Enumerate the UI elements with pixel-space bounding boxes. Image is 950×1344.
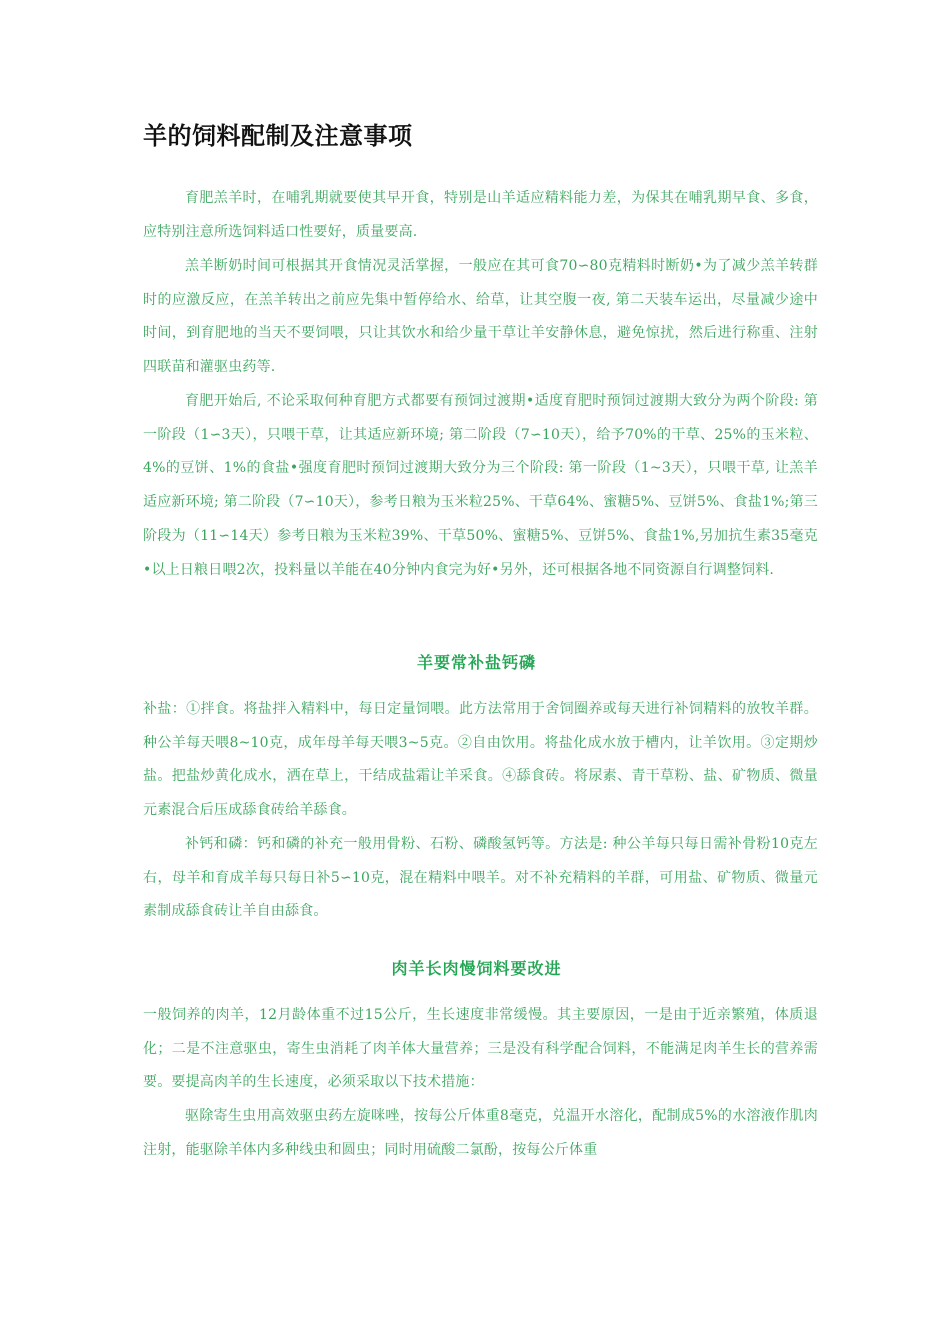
intro-paragraph-2: 羔羊断奶时间可根据其开食情况灵活掌握，一般应在其可食70∽80克精料时断奶•为了减少羔羊转群时的应激反应，在羔羊转出之前应先集中暂停给水、给草，让其空腹一夜, 第二天装车运出，尽量减少途中时间，到育肥地的当天不要饲喂，只让其饮水和给少量干草让羊安静休息，避免惊扰，然后进行称重、注射四联苗和灌驱虫药等. bbox=[143, 258, 818, 376]
section2-paragraph-2: 驱除寄生虫用高效驱虫药左旋咪唑，按每公斤体重8毫克，兑温开水溶化，配制成5%的水溶液作肌肉注射，能驱除羊体内多种线虫和圆虫；同时用硫酸二氯酚，按每公斤体重 bbox=[143, 1108, 818, 1158]
section2-paragraph-1: 一般饲养的肉羊，12月龄体重不过15公斤，生长速度非常缓慢。其主要原因，一是由于近亲繁殖，体质退化；二是不注意驱虫，寄生虫消耗了肉羊体大量营养；三是没有科学配合饲料，不能满足肉羊生长的营养需要。要提高肉羊的生长速度，必须采取以下技术措施： bbox=[143, 1007, 818, 1091]
section-heading-salt-calcium: 羊要常补盐钙磷 bbox=[416, 653, 536, 672]
intro-paragraph-3: 育肥开始后, 不论采取何种育肥方式都要有预饲过渡期•适度育肥时预饲过渡期大致分为两个阶段: 第一阶段（1∽3天），只喂干草，让其适应新环境; 第二阶段（7∽10天），给予70%的干草、25%的玉米粒、4%的豆饼、1%的食盐•强度育肥时预饲过渡期大致分为三个阶段: 第一阶段（1~3天），只喂干草, 让羔羊适应新环境; 第二阶段（7∽10天），参考日粮为玉米粒25%、干草64%、蜜糖5%、豆饼5%、食盐1%;第三阶段为（11∽14天）参考日粮为玉米粒39%、干草50%、蜜糖5%、豆饼5%、食盐1%,另加抗生素35毫克•以上日粮日喂2次，投料量以羊能在40分钟内食完为好•另外，还可根据各地不同资源自行调整饲料. bbox=[143, 393, 818, 578]
page-title: 羊的饲料配制及注意事项 bbox=[143, 122, 413, 150]
section1-paragraph-1: 补盐：①拌食。将盐拌入精料中，每日定量饲喂。此方法常用于舍饲圈养或每天进行补饲精料的放牧羊群。种公羊每天喂8~10克，成年母羊每天喂3~5克。②自由饮用。将盐化成水放于槽内，让羊饮用。③定期炒盐。把盐炒黄化成水，洒在草上，干结成盐霜让羊采食。④舔食砖。将尿素、青干草粉、盐、矿物质、微量元素混合后压成舔食砖给羊舔食。 bbox=[143, 701, 818, 819]
section-heading-feed-improvement: 肉羊长肉慢饲料要改进 bbox=[391, 959, 562, 978]
intro-paragraph-1: 育肥羔羊时，在哺乳期就要使其早开食，特别是山羊适应精料能力差，为保其在哺乳期早食、多食，应特别注意所选饲料适口性要好，质量要高. bbox=[143, 190, 818, 240]
section1-paragraph-2: 补钙和磷：钙和磷的补充一般用骨粉、石粉、磷酸氢钙等。方法是: 种公羊每只每日需补骨粉10克左右，母羊和育成羊每只每日补5∽10克，混在精料中喂羊。对不补充精料的羊群，可用盐、矿物质、微量元素制成舔食砖让羊自由舔食。 bbox=[143, 836, 818, 920]
